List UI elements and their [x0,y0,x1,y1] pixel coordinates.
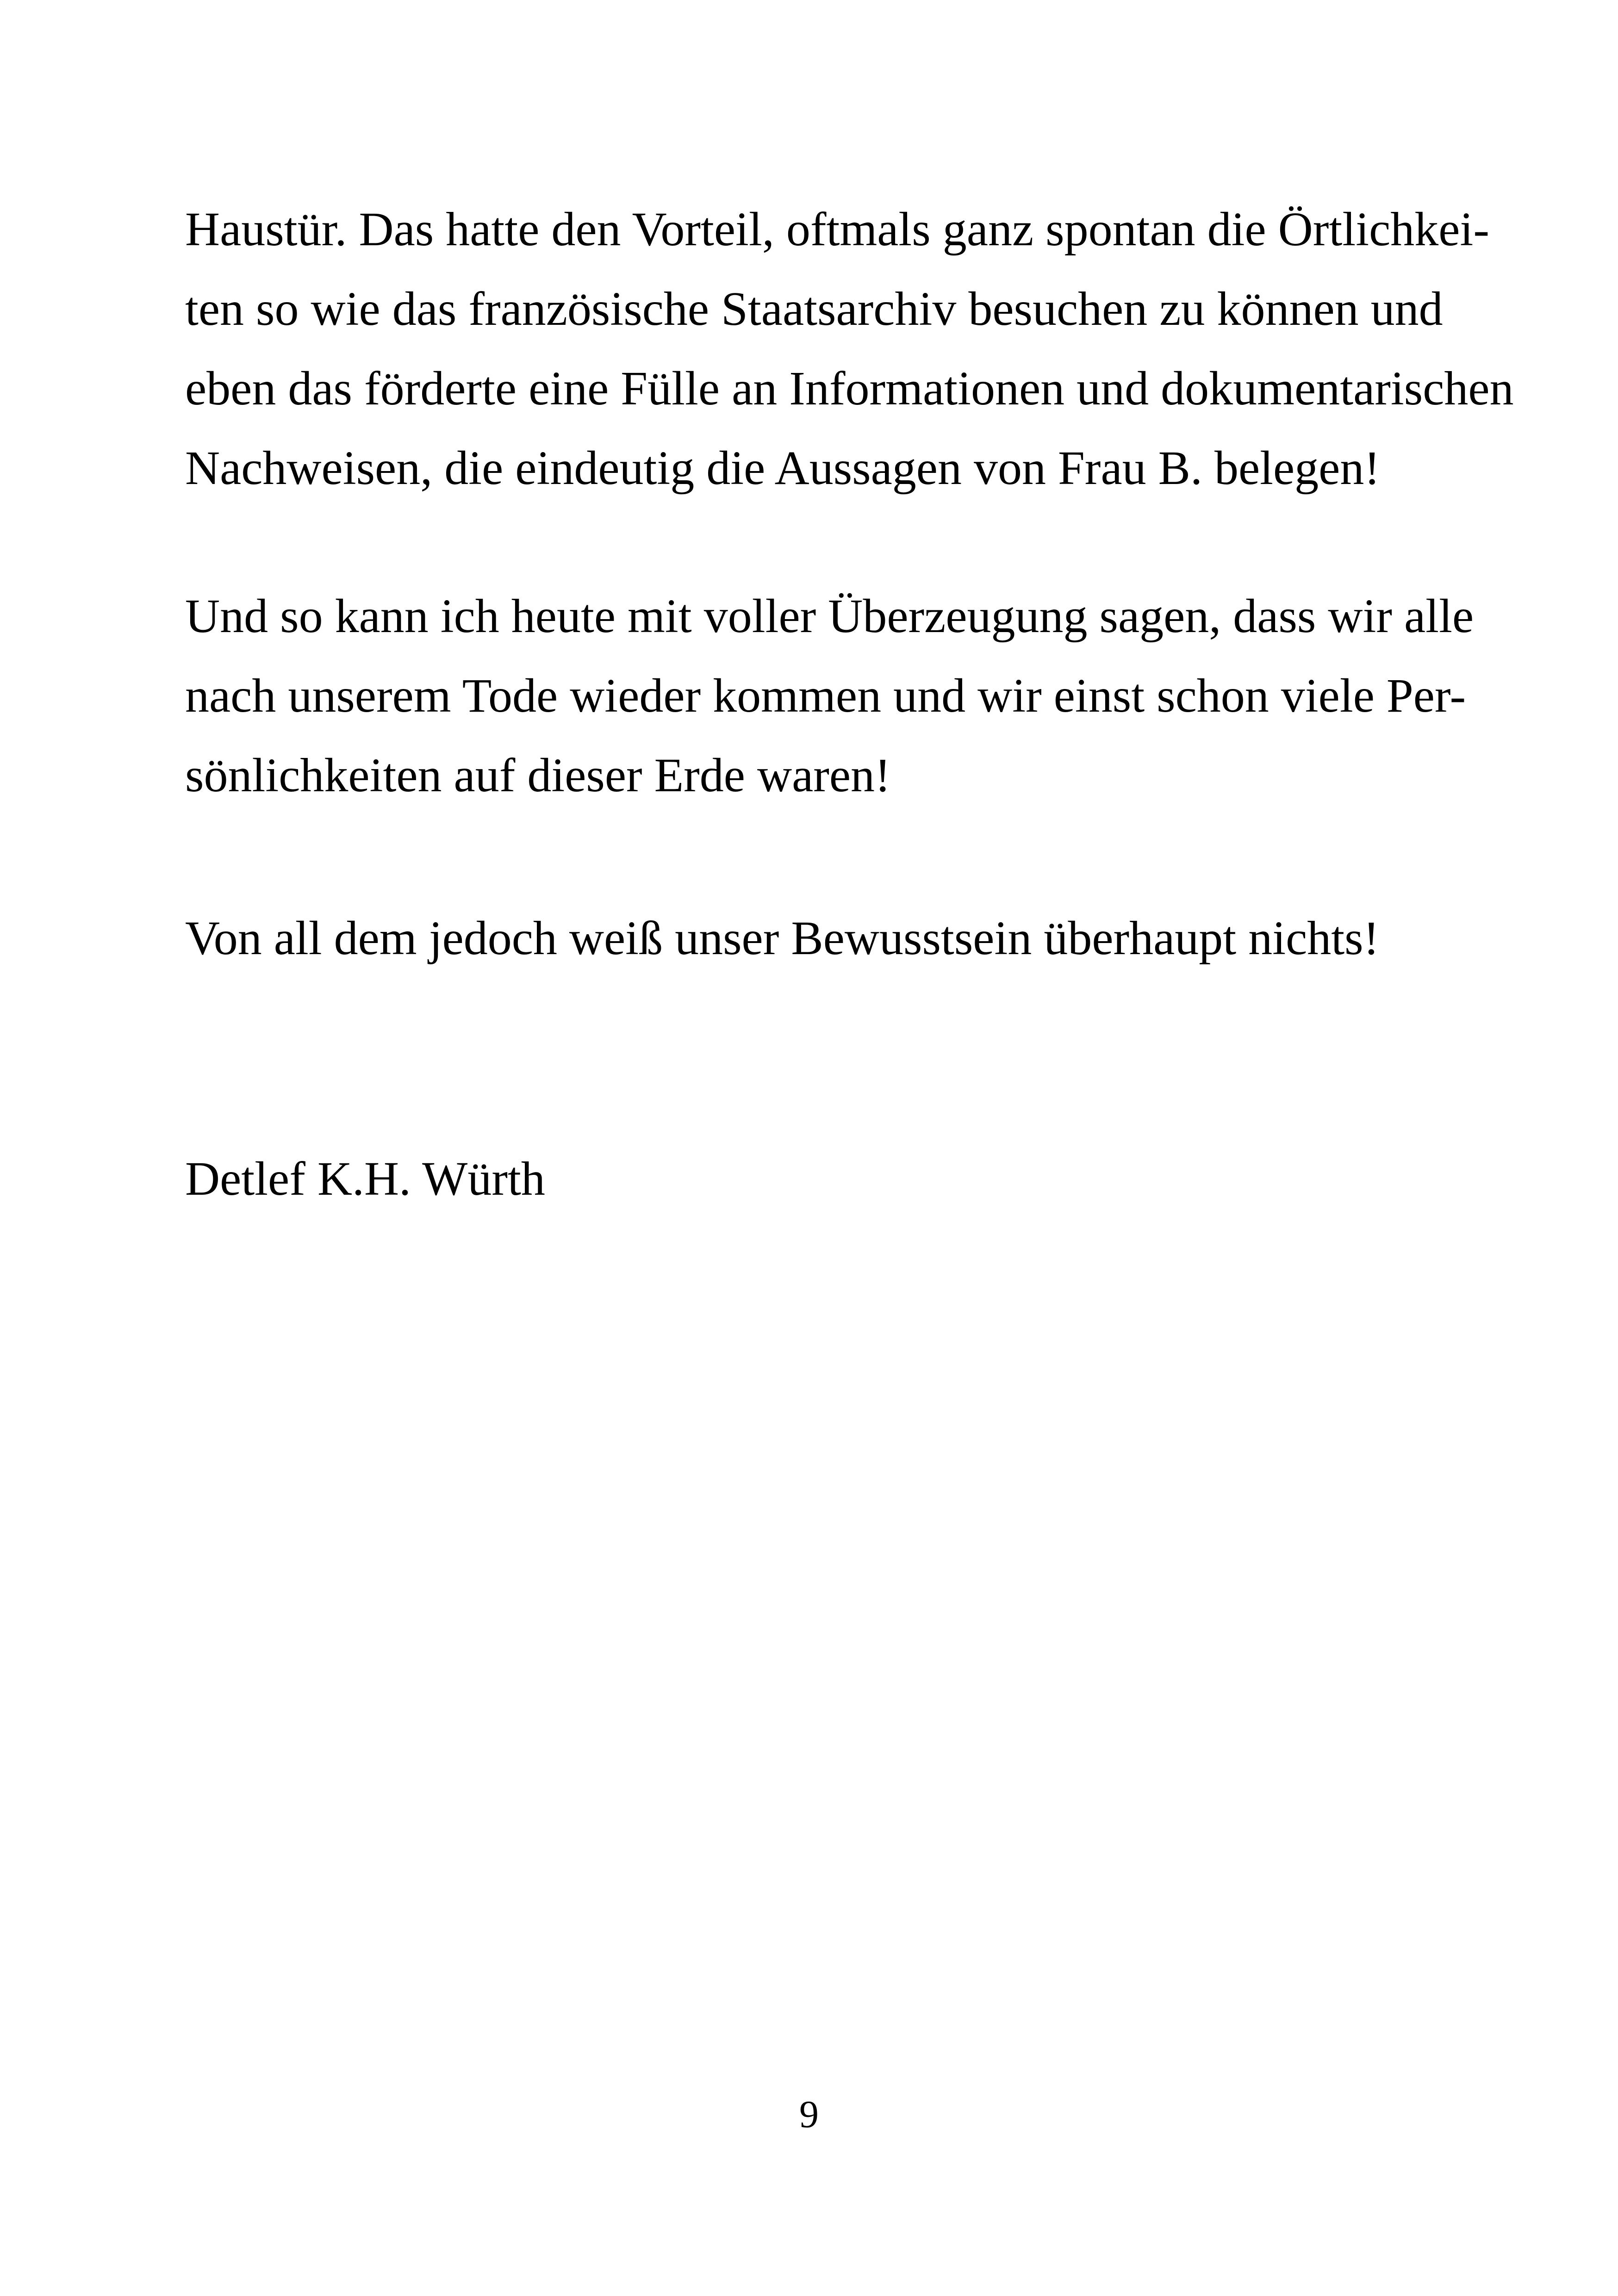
author-signature [185,1139,1439,1219]
paragraph-1 [185,190,1514,508]
paragraph-line: Von all dem jedoch weiß unser Bewusstsein überhaupt nichts! [185,912,1380,965]
signature-text: Detlef K.H. Würth [185,1152,545,1205]
paragraph-3 [185,899,1439,978]
paragraph-line: Und so kann ich heute mit voller Überzeugung sagen, dass wir alle [185,590,1474,643]
paragraph-line: Haustür. Das hatte den Vorteil, oftmals ganz spontan die Örtlichkei- [185,203,1489,256]
paragraph-line: sönlichkeiten auf dieser Erde waren! [185,749,891,802]
paragraph-2 [185,577,1474,815]
paragraph-line: eben das förderte eine Fülle an Informationen und dokumentarischen [185,362,1514,415]
paragraph-line: nach unserem Tode wieder kommen und wir einst schon viele Per- [185,669,1466,722]
paragraph-line: Nachweisen, die eindeutig die Aussagen von Frau B. belegen! [185,441,1380,495]
paragraph-line: ten so wie das französische Staatsarchiv besuchen zu können und [185,282,1443,335]
page-number: 9 [799,2093,819,2136]
